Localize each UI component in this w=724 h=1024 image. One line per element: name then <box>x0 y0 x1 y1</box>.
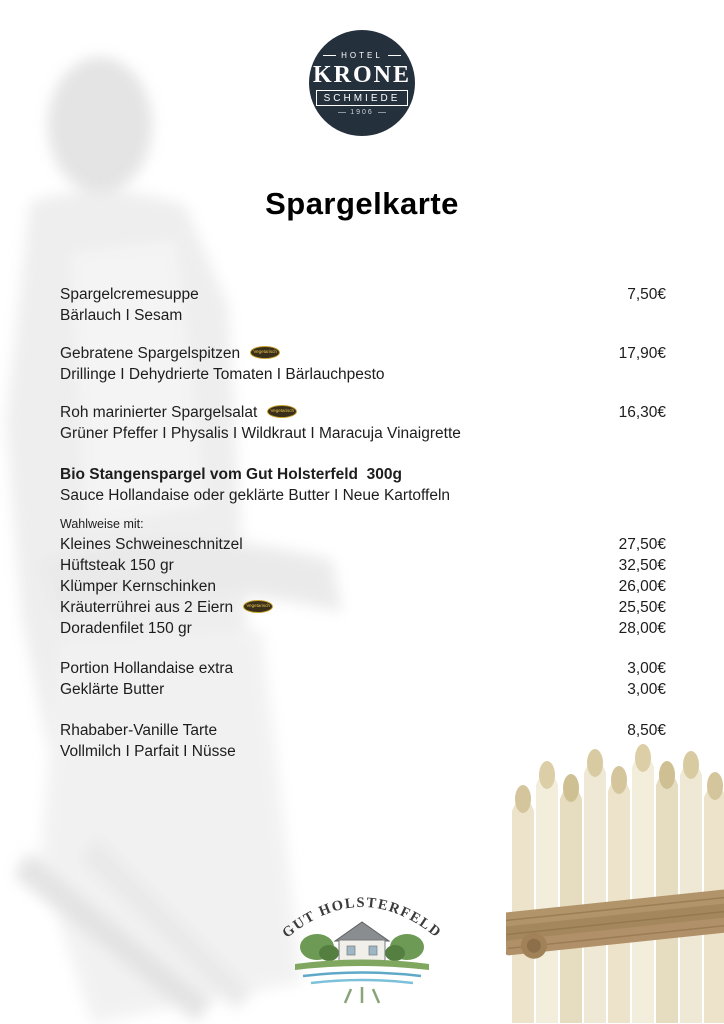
dish-row <box>60 343 666 364</box>
dish-price: 25,50€ <box>618 599 666 616</box>
dish-row <box>60 402 666 423</box>
menu-item <box>60 402 666 444</box>
vegetarian-badge-icon: Vegetarisch <box>243 600 273 613</box>
special-section-title: Bio Stangenspargel vom Gut Holsterfeld 300g <box>60 466 402 483</box>
asparagus-bundle-image <box>506 733 724 1024</box>
dish-description: Grüner Pfeffer I Physalis I Wildkraut I Maracuja Vinaigrette <box>60 425 461 442</box>
dish-name: Doradenfilet 150 gr <box>60 620 192 637</box>
menu-content <box>0 30 724 762</box>
dish-name: Kräuterrührei aus 2 Eiern <box>60 599 234 616</box>
dish-price: 17,90€ <box>618 345 666 362</box>
logo-year-label: 1906 <box>338 109 386 116</box>
dish-price: 28,00€ <box>618 620 666 637</box>
dish-description: Bärlauch I Sesam <box>60 307 183 324</box>
dish-description: Drillinge I Dehydrierte Tomaten I Bärlauchpesto <box>60 366 385 383</box>
dish-name: Spargelcremesuppe <box>60 286 199 303</box>
dish-name: Klümper Kernschinken <box>60 578 216 595</box>
page-title: Spargelkarte <box>265 186 459 221</box>
dish-name-wrap <box>60 402 297 423</box>
menu-list <box>0 284 724 762</box>
logo-krone-label: KRONE <box>312 61 411 88</box>
extra-row <box>60 679 666 700</box>
dish-name-wrap <box>60 576 216 597</box>
dish-name-wrap <box>60 555 174 576</box>
dish-price: 3,00€ <box>627 660 666 677</box>
dish-name: Hüftsteak 150 gr <box>60 557 174 574</box>
dish-price: 16,30€ <box>618 404 666 421</box>
extra-row <box>60 658 666 679</box>
vegetarian-badge-icon: Vegetarisch <box>250 346 280 359</box>
dish-name-wrap <box>60 343 280 364</box>
dish-price: 26,00€ <box>618 578 666 595</box>
dish-price: 7,50€ <box>627 286 666 303</box>
dish-description: Vollmilch I Parfait I Nüsse <box>60 743 236 760</box>
dish-name-wrap <box>60 534 243 555</box>
option-row <box>60 534 666 555</box>
dish-name-wrap <box>60 618 192 639</box>
farm-logo-text: GUT HOLSTERFELD <box>279 894 445 942</box>
dish-name: Geklärte Butter <box>60 681 165 698</box>
dish-row <box>60 284 666 305</box>
choice-options <box>60 534 666 639</box>
option-row <box>60 555 666 576</box>
hotel-logo <box>309 30 415 136</box>
gut-holsterfeld-logo <box>277 877 447 1010</box>
option-row <box>60 618 666 639</box>
dish-name: Roh marinierter Spargelsalat <box>60 404 258 421</box>
logo-hotel-label: HOTEL <box>323 51 401 60</box>
choice-label: Wahlweise mit: <box>60 517 144 531</box>
dish-name-wrap <box>60 597 273 618</box>
option-row <box>60 597 666 618</box>
special-section-subtitle: Sauce Hollandaise oder geklärte Butter I Neue Kartoffeln <box>60 487 451 504</box>
menu-item <box>60 284 666 326</box>
special-section <box>60 464 666 639</box>
dish-price: 32,50€ <box>618 557 666 574</box>
dish-row <box>60 720 666 741</box>
dish-name: Rhababer-Vanille Tarte <box>60 722 218 739</box>
dish-name: Portion Hollandaise extra <box>60 660 234 677</box>
dish-name: Kleines Schweineschnitzel <box>60 536 243 553</box>
menu-item <box>60 343 666 385</box>
extras-section <box>60 658 666 700</box>
menu-item <box>60 720 666 762</box>
logo-schmiede-label: SCHMIEDE <box>316 90 409 106</box>
option-row <box>60 576 666 597</box>
dish-price: 27,50€ <box>618 536 666 553</box>
dish-price: 8,50€ <box>627 722 666 739</box>
dish-price: 3,00€ <box>627 681 666 698</box>
dish-name: Gebratene Spargelspitzen <box>60 345 241 362</box>
dish-name-wrap <box>60 284 199 305</box>
vegetarian-badge-icon: Vegetarisch <box>267 405 297 418</box>
